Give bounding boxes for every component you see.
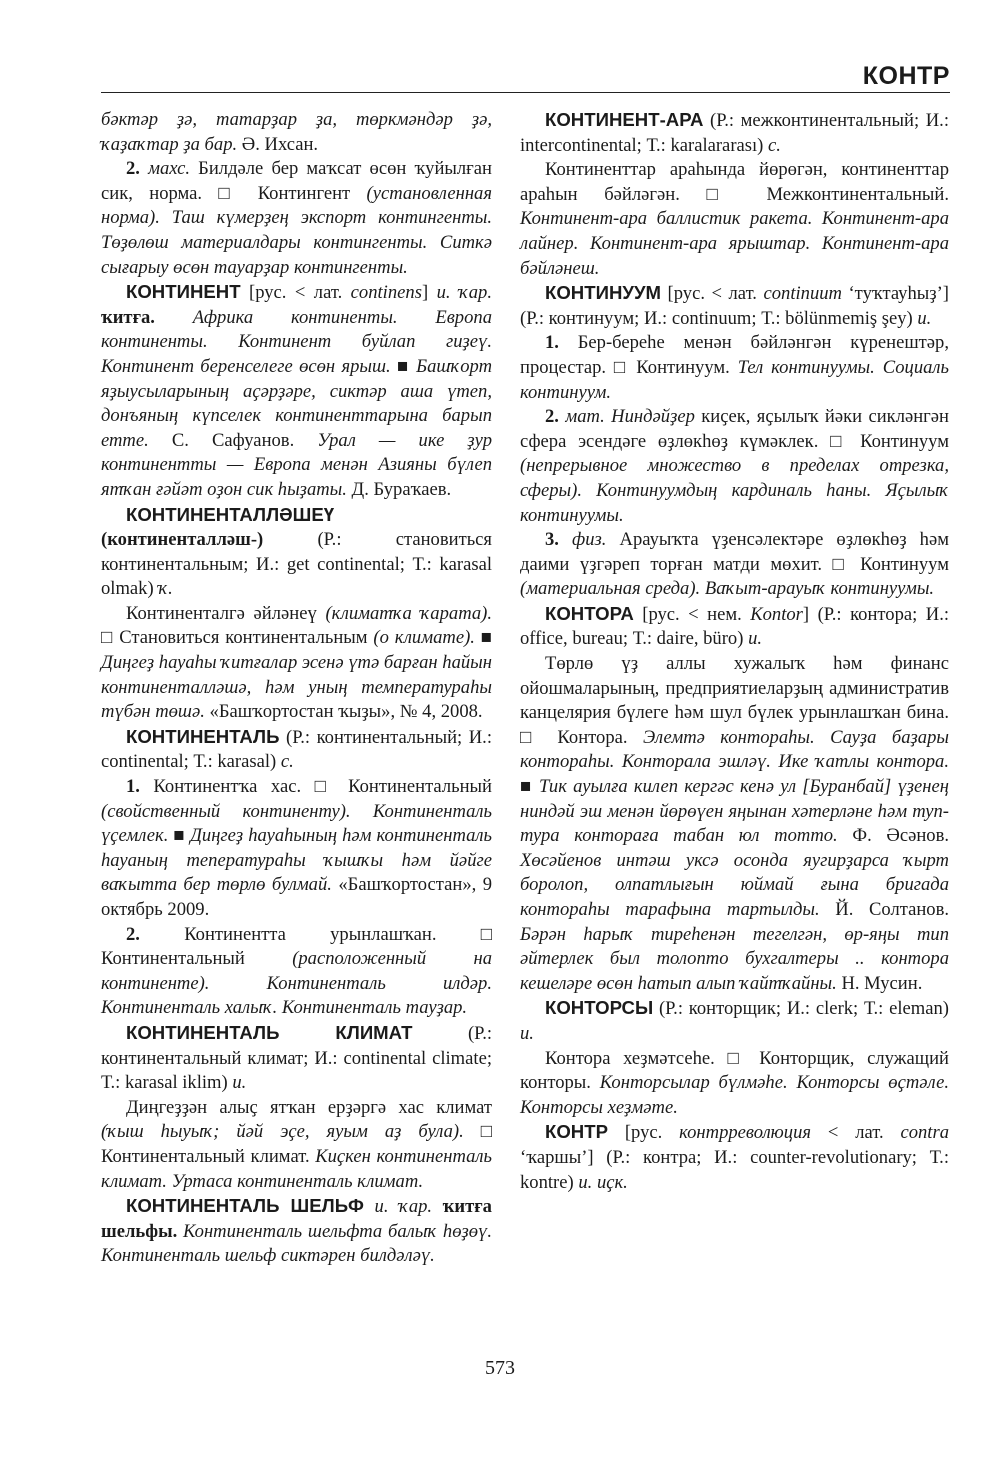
entry-kontinent-ara bbox=[520, 108, 949, 158]
text-run bbox=[432, 1196, 443, 1217]
text-run: 2. bbox=[126, 158, 149, 180]
text-run: (свойственный континенту). Континенталь үҫемлек. bbox=[101, 800, 492, 847]
text-run: ] bbox=[421, 282, 437, 304]
text-run: 1. bbox=[545, 332, 559, 354]
text-run: 1. bbox=[126, 776, 140, 798]
text-run: и. bbox=[520, 1022, 534, 1044]
text-run: Башҡорт яҙыусыларының аҫәрҙәре, сиктәр аша үтеп, донъяның күпселек континенттарына барып етте. bbox=[101, 355, 492, 451]
text-run: [рус. < лат. bbox=[661, 283, 764, 305]
entry-kontinental-shelf bbox=[101, 1194, 492, 1269]
entry-kontorsy bbox=[520, 996, 949, 1046]
text-run: Диңгеҙ һауаһы ҡитғалар эсенә үтә барған һайын континенталләшә, һәм уның температураһы түбән төшә. bbox=[101, 652, 492, 723]
headword: КОНТР bbox=[545, 1121, 608, 1143]
text-run: (материальная среда). Ваҡыт-арауыҡ континуумы. bbox=[520, 578, 935, 600]
text-run: Й. Солтанов. bbox=[819, 899, 950, 920]
text-run: Континентта урынлашҡан. □ Континентальный bbox=[101, 923, 492, 970]
text-run: Киҫкен континенталь климат. Уртаса континенталь климат. bbox=[101, 1145, 492, 1192]
definition-paragraph bbox=[101, 602, 492, 725]
entry-kontinentallashew bbox=[101, 503, 492, 602]
entry-kontora bbox=[520, 602, 949, 652]
text-run: Бер-береһе менән бәйләнгән күренештәр, процестар. □ Континуум. bbox=[520, 332, 949, 378]
text-run: ҡитға шельфы. bbox=[101, 1196, 492, 1242]
text-run: Континенталгә әйләнеү bbox=[126, 602, 326, 624]
text-run: [рус. < нем. bbox=[633, 603, 751, 625]
text-run: ҡитға. bbox=[101, 306, 155, 328]
text-run: бәктәр ҙә, татарҙар ҙа, төркмәндәр ҙә, ҡаҙаҡтар ҙа бар. bbox=[101, 109, 492, 155]
text-run: Ниндәйҙер bbox=[611, 406, 695, 428]
sense-2 bbox=[101, 923, 492, 1021]
definition-paragraph bbox=[520, 1047, 949, 1121]
text-run: [рус. < лат. bbox=[240, 282, 351, 304]
text-run bbox=[364, 1196, 375, 1217]
text-run: Континенталь шельфта балыҡ һөҙөү. Континенталь шельф сиктәрен билдәләү. bbox=[101, 1220, 492, 1267]
text-run: ҡ. bbox=[158, 578, 173, 600]
page-number: 573 bbox=[485, 1357, 515, 1379]
text-run: Контора хеҙмәтсеһе. □ Конторщик, служащий конторы. bbox=[520, 1047, 949, 1094]
text-run: мат. bbox=[565, 406, 605, 428]
text-run: 2. bbox=[126, 923, 140, 945]
text-run: (непрерывное множество в пределах отрезка, сферы). Континуумдың кардиналь һаны. Яҫылыҡ континуумы. bbox=[520, 455, 949, 526]
text-run: ■ bbox=[390, 355, 417, 377]
text-run: Д. Бураҡаев. bbox=[346, 478, 452, 500]
text-run: физ. bbox=[572, 529, 607, 551]
text-run: □ Становиться континентальным bbox=[101, 627, 374, 649]
text-run: Конторсылар бүлмәһе. Конторсы өҫтәле. Конторсы хеҙмәте. bbox=[520, 1072, 949, 1118]
text-run: □ Континентальный климат. bbox=[101, 1121, 492, 1167]
text-run: (установленная норма). Таш күмерҙең экспорт контингенты. Төҙөлөш материалдары контингенты. Ситкә сығарыу өсөн тауарҙар контингенты. bbox=[101, 182, 492, 278]
sense-1 bbox=[520, 331, 949, 405]
text-run: С. Сафуанов. bbox=[148, 429, 318, 451]
text-run: continuum bbox=[763, 283, 842, 305]
text-run: (Р.: континентальный климат; И.: continental climate; Т.: karasal iklim) bbox=[101, 1022, 493, 1094]
text-run: Арауыҡта үҙенсәлектәре өҙлөкһөҙ һәм даими үҙгәреп торған матди мөхит. □ Континуум bbox=[520, 529, 950, 575]
text-run: Хөсәйенов интәш уксә осонда яугирҙарса ҡырт боролоп, олпатлығын юймай ғына бригада контораһы тарафына тартылды. bbox=[520, 849, 949, 920]
text-run: Бәрән һарыҡ тиреһенән тегелгән, өр-яңы тип әйтерлек был толопто бухгалтеры .. контора кешеләре өсөн һатып алып ҡайтҡайны. bbox=[520, 923, 949, 994]
text-run: Ә. Ихсан. bbox=[237, 133, 319, 155]
definition-paragraph bbox=[520, 652, 949, 996]
text-run: Тел континуумы. Социаль континуум. bbox=[520, 356, 949, 403]
entry-kontinental bbox=[101, 725, 492, 775]
text-run: киҫек, яҫылыҡ йәки сикләнгән сфера эсендәге өҙлөкһөҙ күмәклек. □ Континуум bbox=[520, 406, 950, 452]
headword: КОНТИНЕНТАЛЬ bbox=[126, 725, 280, 747]
text-run: Тик ауылға килеп кергәс кенә ул [Буранбай] үҙенең ниндәй эш менән йөрөүен яңынан хәтерләне һәм туп-тура контораға табан юл тотто. bbox=[520, 776, 949, 847]
text-run: Элемтә контораһы. Сауҙа баҙары контораһы. Конторала эшләү. Ике ҡатлы контора. bbox=[520, 726, 949, 773]
text-run: ‘ҡаршы’] (Р.: контра; И.: counter-revolutionary; Т.: kontre) bbox=[520, 1146, 949, 1193]
text-run: и. bbox=[748, 628, 763, 650]
text-run: (Р.: конторщик; И.: clerk; Т.: eleman) bbox=[653, 998, 949, 1020]
text-run: Континентҡа хас. □ Континентальный bbox=[139, 776, 492, 798]
text-run: [рус. bbox=[608, 1122, 680, 1144]
definition-paragraph bbox=[520, 158, 949, 281]
entry-kontr bbox=[520, 1120, 949, 1195]
page-header bbox=[101, 58, 950, 93]
entry-continuation bbox=[101, 108, 492, 157]
text-run: контрреволюция bbox=[679, 1122, 812, 1144]
headword: КОНТИНЕНТ bbox=[126, 281, 241, 303]
text-run: Ф. Әсәнов. bbox=[837, 825, 949, 847]
text-run: и. иҫк. bbox=[578, 1171, 628, 1193]
headword: КОНТИНЕНТ-АРА bbox=[545, 109, 704, 130]
text-run: ■ bbox=[168, 825, 191, 847]
text-run: (Р.: становиться континентальным; И.: get continental; Т.: karasal olmak) bbox=[101, 529, 492, 600]
text-run: (ҡыш һыуыҡ; йәй эҫе, яуым аҙ була). bbox=[101, 1121, 464, 1143]
text-run: Африка континенты. Европа континенты. Континент буйлап гиҙеү. Континент беренселеге өсөн ярыш. bbox=[101, 306, 492, 377]
text-run: Урал — ике ҙур континентты — Европа менән Азияны бүлеп ятҡан ғәйәт оҙон сик һыҙаты. bbox=[101, 429, 492, 500]
headword: КОНТОРА bbox=[545, 602, 634, 624]
text-run: ■ bbox=[474, 627, 492, 649]
running-head: КОНТР bbox=[862, 62, 950, 90]
right-column bbox=[520, 108, 949, 1195]
text-run: «Башҡортостан», 9 октябрь 2009. bbox=[101, 874, 492, 920]
sense-3-fiz bbox=[520, 528, 949, 602]
text-run: Диңгеҙҙән алыҫ ятҡан ерҙәргә хас климат bbox=[126, 1096, 492, 1118]
left-column bbox=[101, 108, 492, 1269]
text-run: и. bbox=[232, 1072, 247, 1094]
text-run: ] (Р.: контора; И.: office, bureau; Т.: daire, büro) bbox=[520, 603, 950, 650]
sense-2-makhs bbox=[101, 157, 492, 280]
headword: КОНТОРСЫ bbox=[545, 997, 654, 1019]
text-run: Kontor bbox=[750, 603, 803, 625]
text-run: ‘туҡтауһыҙ’] (Р.: континуум; И.: continuum; Т.: bölünmemiş şey) bbox=[520, 283, 949, 329]
text-run: и. ҡар. bbox=[436, 282, 492, 304]
text-run: continens bbox=[350, 282, 422, 304]
text-run: с. bbox=[280, 751, 294, 773]
text-run: и. ҡар. bbox=[374, 1196, 433, 1218]
text-run: (Р.: континентальный; И.: continental; Т.: karasal) bbox=[101, 726, 492, 773]
text-run: (о климате). bbox=[373, 627, 475, 649]
text-run: Билдәле бер маҡсат өсөн ҡуйылған сик, норма. □ Контингент bbox=[101, 158, 493, 204]
text-run: (Р.: межконтинентальный; И.: intercontinental; Т.: karalararası) bbox=[520, 110, 949, 156]
text-run: махс. bbox=[148, 158, 190, 180]
text-run: Континент-ара баллистик ракета. Континент-ара лайнер. Континент-ара ярыштар. Континент-ара бәйләнеш. bbox=[520, 208, 949, 279]
text-run: Диңгеҙ һауаһының һәм континенталь һауаның теператураһы ҡышҡы һәм йәйге ваҡытта бер төрлө булмай. bbox=[101, 825, 492, 896]
definition-paragraph bbox=[101, 1096, 492, 1194]
text-run: 3. bbox=[545, 529, 573, 551]
sense-2-mat bbox=[520, 405, 949, 528]
text-run: с. bbox=[768, 134, 781, 156]
headword: КОНТИНЕНТАЛЬ ШЕЛЬФ bbox=[126, 1195, 364, 1217]
headword: КОНТИНЕНТАЛЬ КЛИМАТ bbox=[126, 1021, 413, 1043]
sense-1 bbox=[101, 775, 492, 923]
text-run: (континенталләш-) bbox=[101, 529, 264, 551]
entry-kontinent bbox=[101, 280, 492, 502]
headword: КОНТИНЕНТАЛЛӘШЕҮ bbox=[126, 503, 335, 525]
text-run: contra bbox=[900, 1122, 949, 1144]
text-run: (климатҡа ҡарата). bbox=[325, 602, 492, 624]
text-run: < лат. bbox=[811, 1122, 901, 1144]
text-run: Төрлө үҙ аллы хужалыҡ һәм финанс ойошмаларының, предприятиеларҙың административ канцелярия бүлеге һәм шул бүлек урынлашҡан бина. □ Контора. bbox=[520, 653, 949, 748]
headword: КОНТИНУУМ bbox=[545, 282, 662, 304]
text-run: Н. Мусин. bbox=[836, 972, 923, 994]
text-run: «Башҡортостан ҡыҙы», № 4, 2008. bbox=[204, 701, 483, 723]
text-run: (расположенный на континенте). Континенталь илдәр. Континенталь халыҡ. Континенталь тауҙар. bbox=[101, 948, 492, 1019]
text-run: и. bbox=[917, 307, 932, 329]
entry-kontinental-klimat bbox=[101, 1021, 492, 1096]
entry-kontinuum bbox=[520, 281, 949, 331]
text-run: ■ bbox=[520, 776, 540, 798]
text-run: Континенттар араһында йөрөгән, континенттар араһын бәйләгән. □ Межконтинентальный. bbox=[520, 159, 949, 205]
text-run: 2. bbox=[545, 406, 566, 428]
